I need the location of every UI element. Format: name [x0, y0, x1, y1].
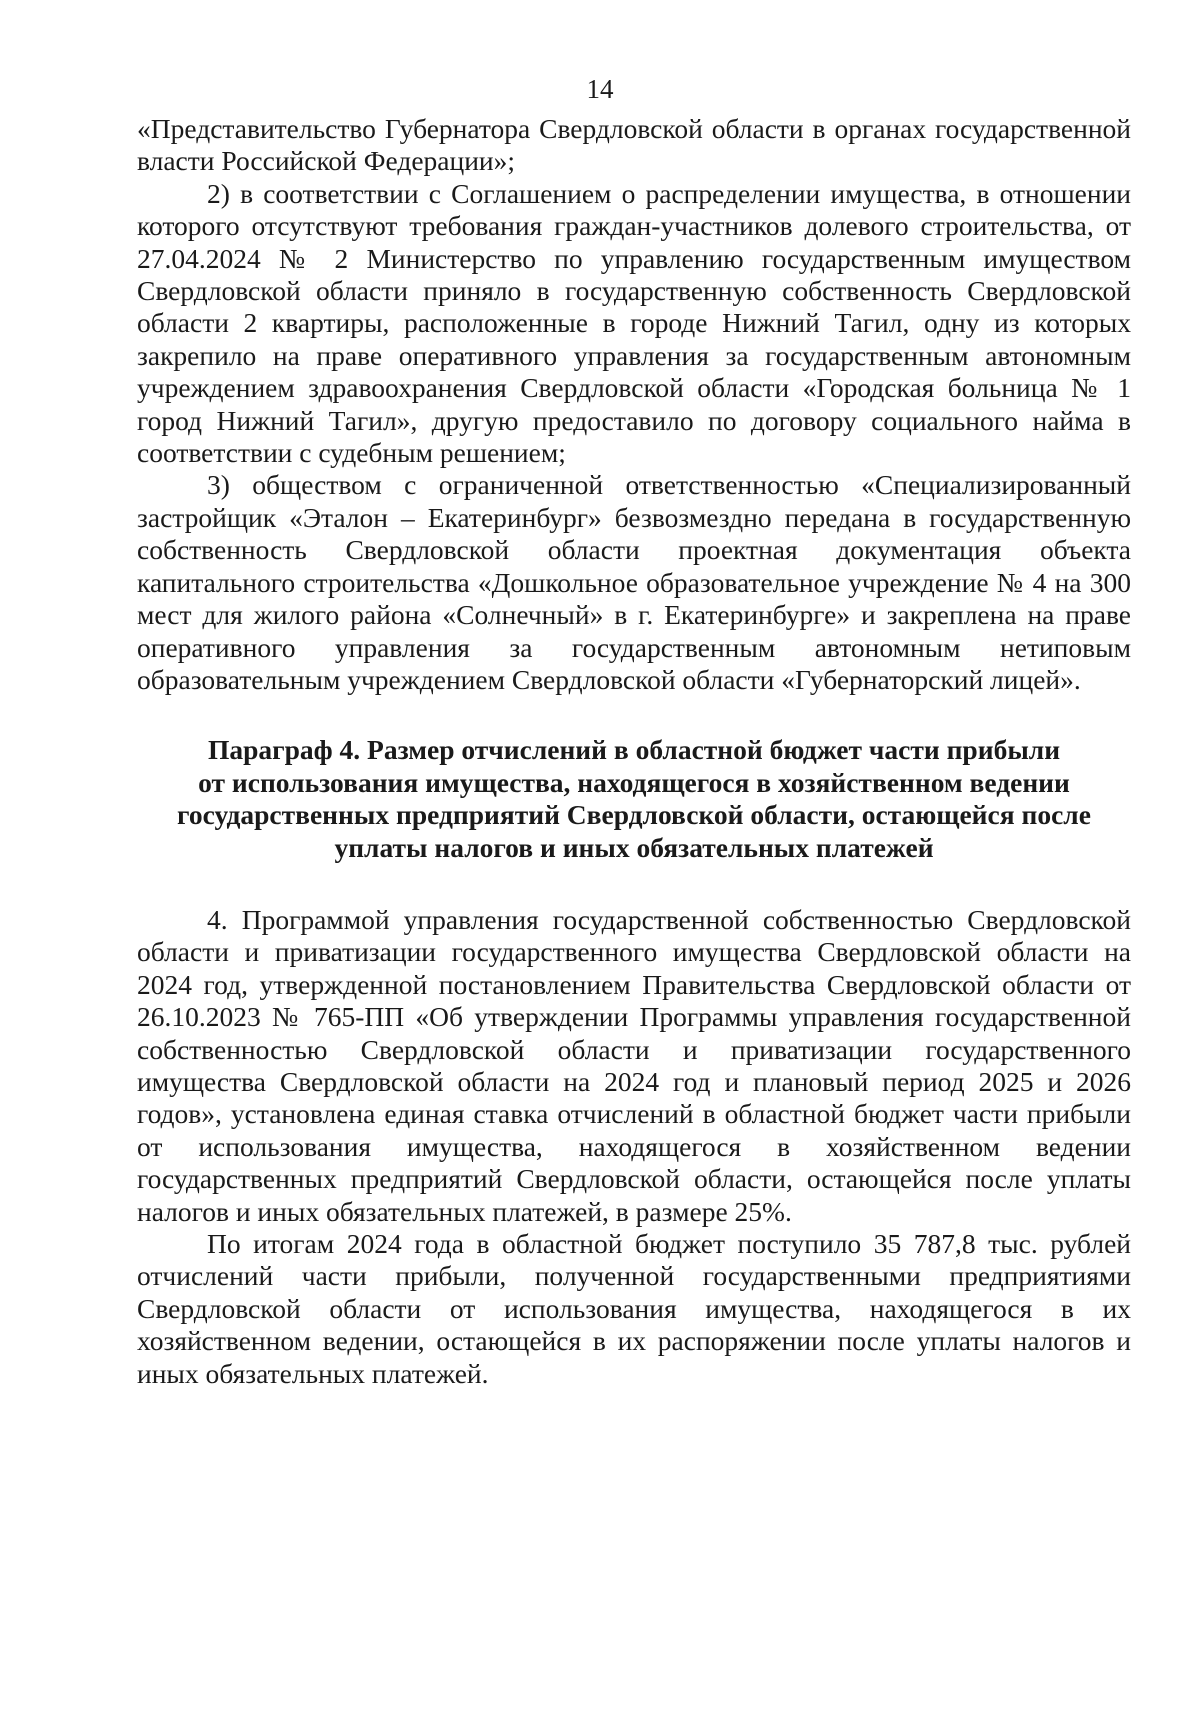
paragraph-continuation: «Представительство Губернатора Свердловской области в органах государственной власти Российской Федерации»; [137, 113, 1131, 177]
paragraph-item-3: 3) обществом с ограниченной ответственностью «Специализированный застройщик «Эталон – Екатеринбург» безвозмездно передана в государственную собственность Свердловской области проектная документация объекта капитального строительства «Дошкольное образовательное учреждение № 4 на 300 мест для жилого района «Солнечный» в г. Екатеринбурге» и закреплена на праве оперативного управления за государственным автономным нетиповым образовательным учреждением Свердловской области «Губернаторский лицей». [137, 469, 1131, 695]
page-number: 14 [586, 74, 614, 104]
heading-line: уплаты налогов и иных обязательных платежей [334, 831, 934, 863]
heading-line: государственных предприятий Свердловской области, остающейся после [177, 799, 1091, 831]
paragraph-item-4: 4. Программой управления государственной собственностью Свердловской области и приватизации государственного имущества Свердловской области на 2024 год, утвержденной постановлением Правительства Свердловской области от 26.10.2023 № 765-ПП «Об утверждении Программы управления государственной собственностью Свердловской области и приватизации государственного имущества Свердловской области на 2024 год и плановый период 2025 и 2026 годов», установлена единая ставка отчислений в областной бюджет части прибыли от использования имущества, находящегося в хозяйственном ведении государственных предприятий Свердловской области, остающейся после уплаты налогов и иных обязательных платежей, в размере 25%. [137, 903, 1131, 1227]
paragraph-results: По итогам 2024 года в областной бюджет поступило 35 787,8 тыс. рублей отчислений части прибыли, полученной государственными предприятиями Свердловской области от использования имущества, находящегося в их хозяйственном ведении, остающейся в их распоряжении после уплаты налогов и иных обязательных платежей. [137, 1228, 1131, 1389]
paragraph-item-2: 2) в соответствии с Соглашением о распределении имущества, в отношении которого отсутствуют требования граждан-участников долевого строительства, от 27.04.2024 № 2 Министерство по управлению государственным имуществом Свердловской области приняло в государственную собственность Свердловской области 2 квартиры, расположенные в городе Нижний Тагил, одну из которых закрепило на праве оперативного управления за государственным автономным учреждением здравоохранения Свердловской области «Городская больница № 1 город Нижний Тагил», другую предоставило по договору социального найма в соответствии с судебным решением; [137, 177, 1131, 469]
document-body [137, 113, 1131, 1390]
section-heading [137, 734, 1131, 864]
heading-line: от использования имущества, находящегося в хозяйственном ведении [198, 766, 1070, 798]
heading-line: Параграф 4. Размер отчислений в областной бюджет части прибыли [207, 734, 1061, 766]
